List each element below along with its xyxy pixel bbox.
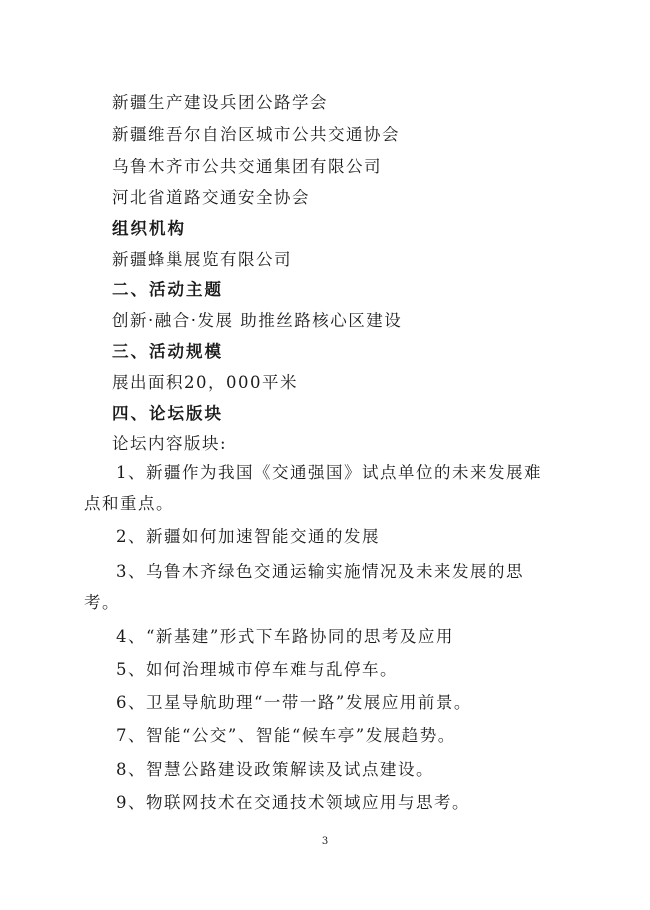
org-line-3: 乌鲁木齐市公共交通集团有限公司 [112,157,382,176]
forum-item-7: 7、智能“公交”、智能“候车亭”发展趋势。 [116,726,456,745]
theme-heading: 二、活动主题 [112,280,223,299]
forum-item-3: 3、乌鲁木齐绿色交通运输实施情况及未来发展的思 [116,562,524,581]
forum-intro: 论坛内容版块: [112,434,228,453]
forum-item-8: 8、智慧公路建设政策解读及试点建设。 [116,760,434,779]
forum-item-1-cont: 点和重点。 [84,494,174,513]
scale-heading: 三、活动规模 [112,342,223,361]
organizer-heading: 组织机构 [112,219,186,238]
org-line-1: 新疆生产建设兵团公路学会 [112,93,328,112]
forum-item-2: 2、新疆如何加速智能交通的发展 [116,527,380,546]
page-number: 3 [321,836,329,847]
scale-value: 展出面积20，000平米 [112,373,298,392]
organizer-value: 新疆蜂巢展览有限公司 [112,250,292,269]
forum-item-1: 1、新疆作为我国《交通强国》试点单位的未来发展难 [116,463,542,482]
theme-value: 创新·融合·发展 助推丝路核心区建设 [112,311,403,330]
forum-item-4: 4、“新基建”形式下车路协同的思考及应用 [116,627,454,646]
org-line-4: 河北省道路交通安全协会 [112,188,310,207]
forum-heading: 四、论坛版块 [112,404,223,423]
forum-item-3-cont: 考。 [84,593,120,612]
org-line-2: 新疆维吾尔自治区城市公共交通协会 [112,125,400,144]
forum-item-6: 6、卫星导航助理“一带一路”发展应用前景。 [116,693,472,712]
forum-item-9: 9、物联网技术在交通技术领域应用与思考。 [116,793,470,812]
forum-item-5: 5、如何治理城市停车难与乱停车。 [116,660,398,679]
